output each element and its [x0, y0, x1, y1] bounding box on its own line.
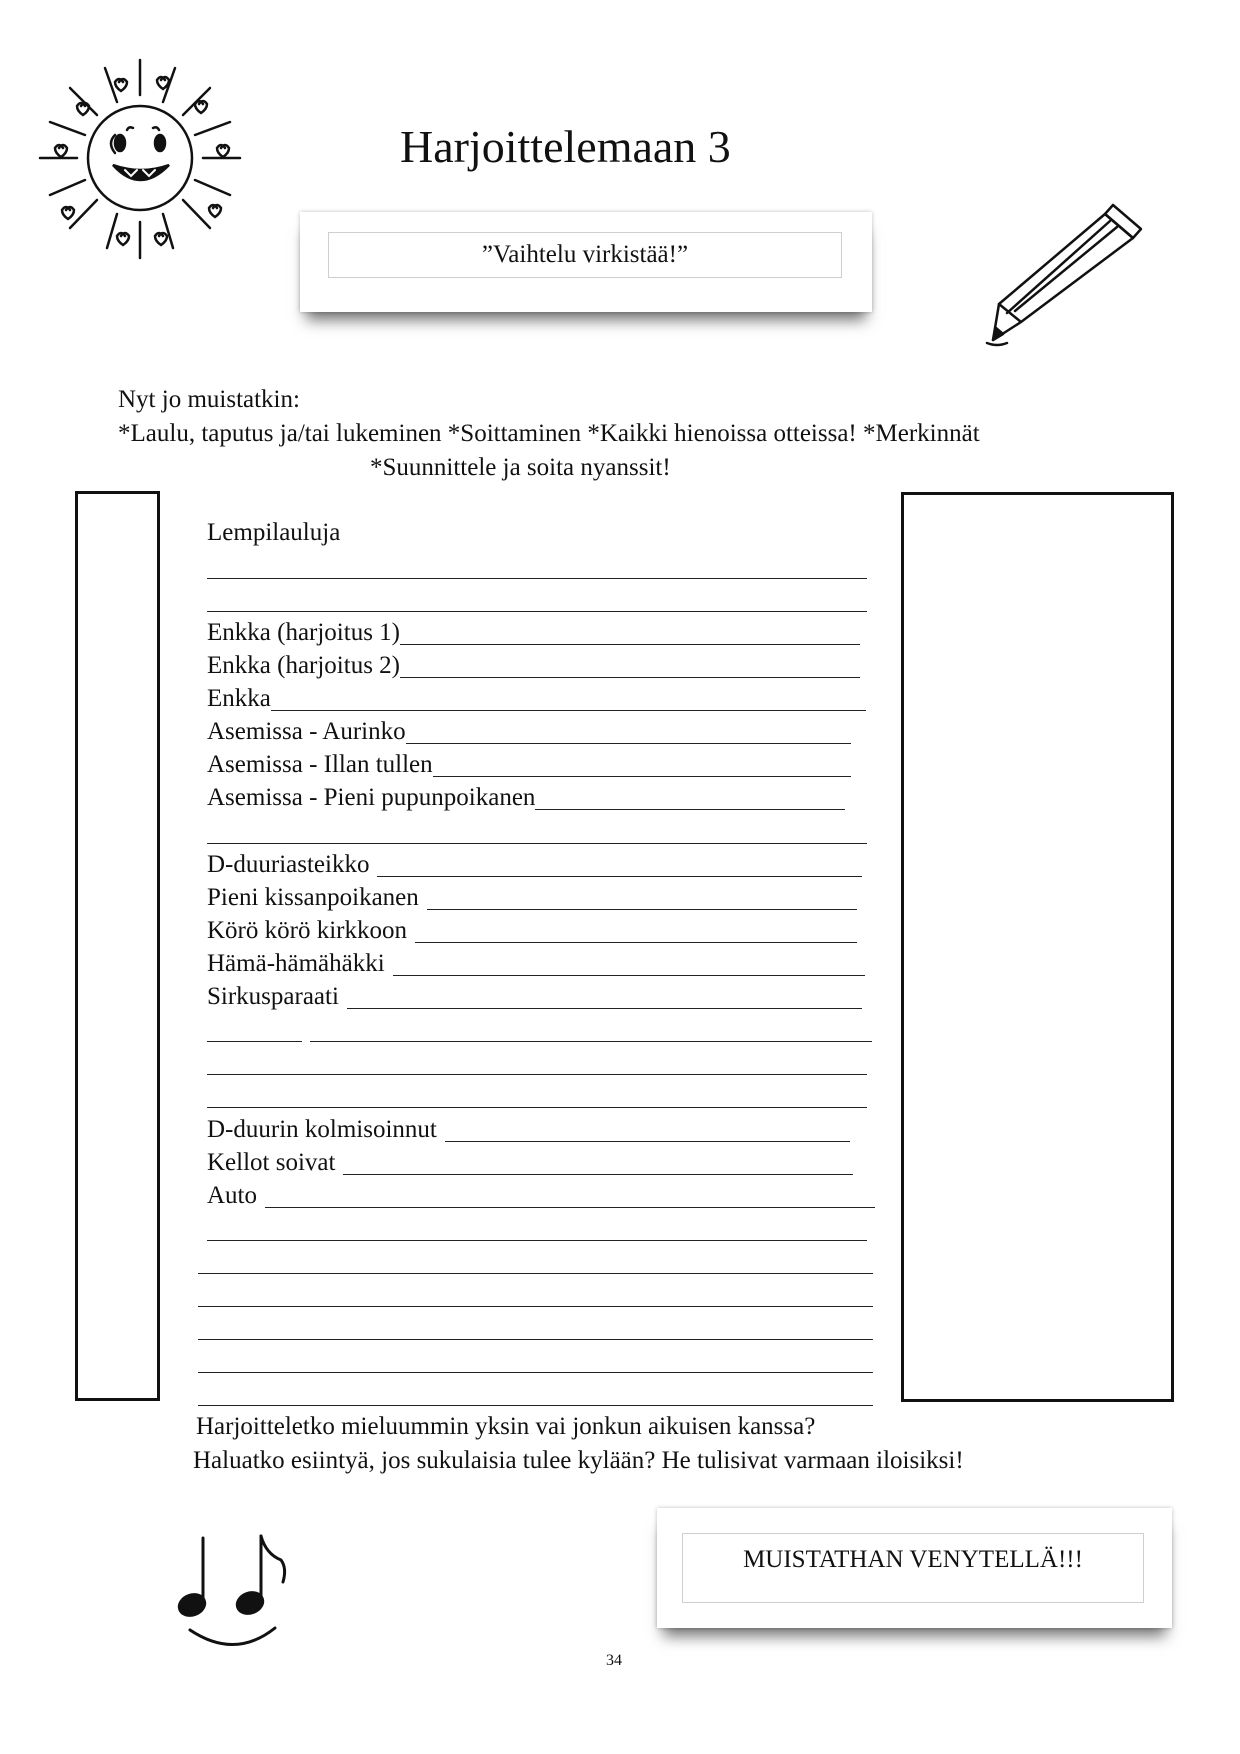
blank-row [198, 1278, 873, 1312]
writing-line[interactable] [535, 785, 845, 810]
list-item [207, 682, 866, 716]
right-side-box [901, 492, 1174, 1402]
writing-line[interactable] [427, 885, 857, 910]
list-item-label: Asemissa - Pieni pupunpoikanen [207, 784, 536, 811]
blank-row [198, 1245, 873, 1279]
list-item [207, 748, 851, 782]
writing-line[interactable] [198, 1348, 873, 1373]
question-2: Haluatko esiintyä, jos sukulaisia tulee kylään? He tulisivat varmaan iloisiksi! [193, 1447, 964, 1474]
writing-line[interactable] [433, 752, 851, 777]
writing-line[interactable] [393, 951, 865, 976]
blank-row [207, 1013, 872, 1047]
list-item-label: D-duurin kolmisoinnut [207, 1116, 437, 1143]
writing-line[interactable] [198, 1249, 873, 1274]
list-item-label: D-duuriasteikko [207, 851, 370, 878]
list-item-label: Asemissa - Aurinko [207, 718, 406, 745]
list-item [207, 1146, 853, 1180]
list-item [207, 649, 860, 683]
list-item-label: Asemissa - Illan tullen [207, 751, 433, 778]
reminder-card [657, 1508, 1172, 1628]
writing-line[interactable] [445, 1117, 850, 1142]
writing-line[interactable] [198, 1315, 873, 1340]
writing-line[interactable] [310, 1017, 872, 1042]
blank-row [198, 1311, 873, 1345]
list-item-label: Enkka (harjoitus 2) [207, 652, 401, 679]
list-item [207, 914, 857, 948]
writing-line[interactable] [207, 1017, 302, 1042]
list-heading: Lempilauluja [207, 519, 341, 546]
list-item-label: Kellot soivat [207, 1149, 336, 1176]
blank-row [198, 1344, 873, 1378]
page-title: Harjoittelemaan 3 [400, 121, 731, 172]
blank-row [207, 815, 867, 849]
writing-line[interactable] [271, 686, 866, 711]
pencil-icon [985, 185, 1165, 355]
list-item [207, 781, 845, 815]
writing-line[interactable] [377, 852, 862, 877]
list-item [207, 715, 851, 749]
writing-line[interactable] [207, 587, 867, 612]
writing-line[interactable] [265, 1183, 875, 1208]
list-item-label: Enkka (harjoitus 1) [207, 619, 401, 646]
question-1: Harjoitteletko mieluummin yksin vai jonkun aikuisen kanssa? [196, 1413, 816, 1440]
writing-line[interactable] [198, 1282, 873, 1307]
intro-line-2: *Laulu, taputus ja/tai lukeminen *Soittaminen *Kaikki hienoissa otteissa! *Merkinnät [118, 420, 980, 447]
writing-line[interactable] [347, 984, 862, 1009]
blank-row [207, 1079, 867, 1113]
writing-line[interactable] [207, 1050, 867, 1075]
motto-card [300, 212, 872, 312]
list-item-label: Hämä-hämähäkki [207, 950, 385, 977]
blank-row [207, 583, 867, 617]
blank-row [207, 1212, 867, 1246]
list-item [207, 848, 862, 882]
list-item [207, 980, 862, 1014]
writing-line[interactable] [207, 819, 867, 844]
blank-row [198, 1377, 873, 1411]
writing-line[interactable] [198, 1381, 873, 1406]
list-item-label: Sirkusparaati [207, 983, 339, 1010]
list-item [207, 1113, 850, 1147]
motto-text: ”Vaihtelu virkistää!” [328, 232, 842, 278]
list-item-label: Enkka [207, 685, 271, 712]
music-notes-smile-icon [170, 1530, 300, 1660]
smiling-sun-icon [25, 40, 255, 270]
intro-line-1: Nyt jo muistatkin: [118, 386, 300, 413]
page-number: 34 [606, 1652, 622, 1669]
writing-line[interactable] [207, 1216, 867, 1241]
list-item-label: Auto [207, 1182, 257, 1209]
list-item-label: Körö körö kirkkoon [207, 917, 407, 944]
list-item-label: Pieni kissanpoikanen [207, 884, 419, 911]
writing-line[interactable] [343, 1150, 853, 1175]
blank-row [207, 1046, 867, 1080]
writing-line[interactable] [207, 1083, 867, 1108]
left-side-box [75, 491, 160, 1401]
writing-line[interactable] [406, 719, 851, 744]
blank-row [207, 550, 867, 584]
writing-line[interactable] [415, 918, 857, 943]
reminder-text: MUISTATHAN VENYTELLÄ!!! [682, 1533, 1144, 1603]
list-item [207, 616, 860, 650]
writing-line[interactable] [400, 620, 860, 645]
writing-line[interactable] [400, 653, 860, 678]
list-item [207, 881, 857, 915]
list-heading-row [207, 516, 340, 550]
list-item [207, 1179, 875, 1213]
writing-line[interactable] [207, 554, 867, 579]
intro-line-3: *Suunnittele ja soita nyanssit! [370, 454, 671, 481]
list-item [207, 947, 865, 981]
